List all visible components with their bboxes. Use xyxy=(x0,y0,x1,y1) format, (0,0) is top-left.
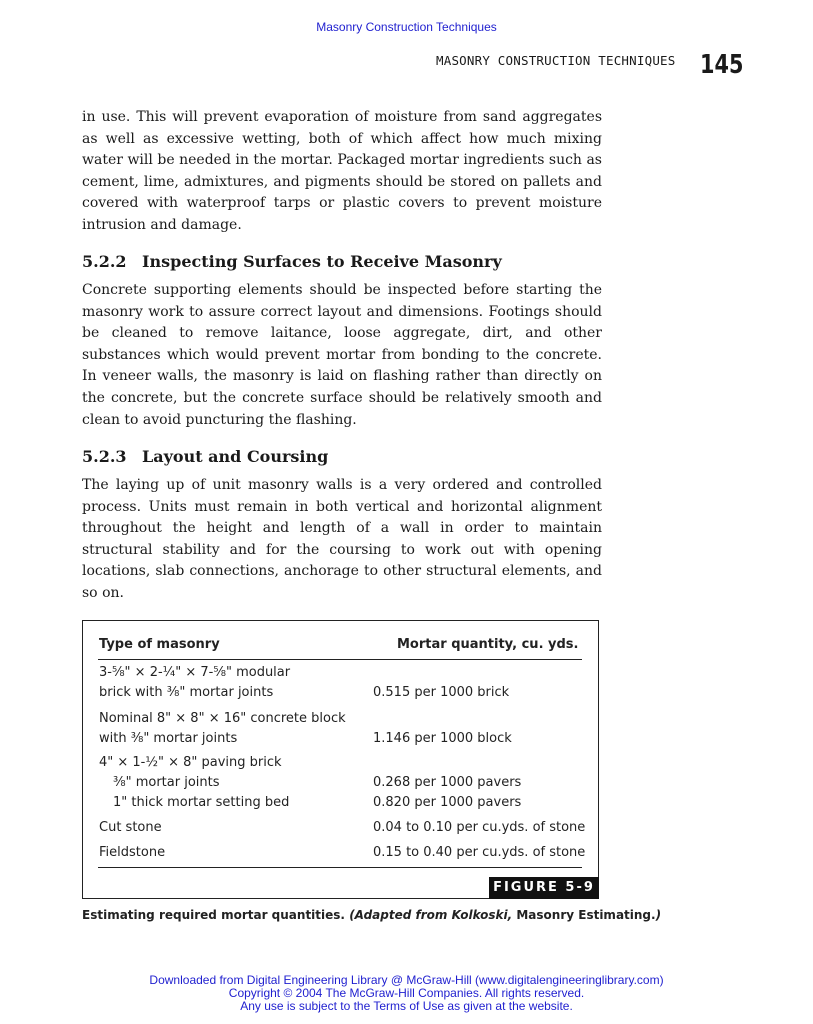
section-heading-layout xyxy=(82,447,328,466)
section-heading-inspecting xyxy=(82,252,502,271)
page-number: 145 xyxy=(700,50,744,80)
paragraph-intro: in use. This will prevent evaporation of moisture from sand aggregates as well as excessive wetting, both of which affect how much mixing water will be needed in the mortar. Packaged mortar ingredients such as cement, lime, admixtures, and pigments should be stored on pallets and covered with waterproof tarps or plastic covers to prevent moisture intrusion and damage. xyxy=(82,109,602,233)
paragraph-layout: The laying up of unit masonry walls is a very ordered and controlled process. Units must remain in both vertical and horizontal alignment throughout the height and length of a wall in order to maintain structural stability and for the coursing to work out with opening locations, slab connections, anchorage to other structural elements, and so on. xyxy=(82,477,602,601)
figure-mortar-table xyxy=(82,620,599,899)
column-header-type: Type of masonry xyxy=(99,637,220,652)
caption-source: (Adapted from Kolkoski, xyxy=(349,908,513,922)
table-rule-bottom xyxy=(98,867,582,868)
table-cell-type: Nominal 8" × 8" × 16" concrete block xyxy=(99,711,346,726)
section-title: Layout and Coursing xyxy=(142,447,329,466)
table-cell-quantity: 0.268 per 1000 pavers xyxy=(373,775,522,790)
caption-source-title: Masonry Estimating. xyxy=(516,908,656,922)
table-cell-type: with ⅜" mortar joints xyxy=(99,731,238,746)
section-number: 5.2.2 xyxy=(82,252,127,271)
table-cell-type: Fieldstone xyxy=(99,845,166,860)
figure-label: FIGURE 5-9 xyxy=(489,877,599,899)
section-number: 5.2.3 xyxy=(82,447,127,466)
table-cell-quantity: 0.04 to 0.10 per cu.yds. of stone xyxy=(373,820,586,835)
table-cell-type: 3-⅝" × 2-¼" × 7-⅝" modular xyxy=(99,665,291,680)
caption-main: Estimating required mortar quantities. xyxy=(82,908,345,922)
column-header-quantity: Mortar quantity, cu. yds. xyxy=(397,637,579,652)
table-cell-type: brick with ⅜" mortar joints xyxy=(99,685,274,700)
table-cell-quantity: 0.515 per 1000 brick xyxy=(373,685,510,700)
footer-terms: Any use is subject to the Terms of Use as given at the website. xyxy=(240,999,573,1013)
figure-caption xyxy=(82,908,661,922)
table-cell-type: Cut stone xyxy=(99,820,162,835)
table-cell-type: 1" thick mortar setting bed xyxy=(113,795,290,810)
table-cell-quantity: 0.15 to 0.40 per cu.yds. of stone xyxy=(373,845,586,860)
table-cell-quantity: 1.146 per 1000 block xyxy=(373,731,512,746)
table-rule-top xyxy=(98,659,582,660)
caption-close: ) xyxy=(655,908,662,922)
footer xyxy=(0,974,813,1013)
running-head: MASONRY CONSTRUCTION TECHNIQUES xyxy=(436,53,676,68)
paragraph-inspecting: Concrete supporting elements should be inspected before starting the masonry work to assure correct layout and dimensions. Footings should be cleaned to remove laitance, loose aggregate, dirt, and other substances which would prevent mortar from bonding to the concrete. In veneer walls, the masonry is laid on flashing rather than directly on the concrete, but the concrete surface should be relatively smooth and clean to avoid puncturing the flashing. xyxy=(82,282,602,428)
table-cell-quantity: 0.820 per 1000 pavers xyxy=(373,795,522,810)
footer-copyright: Copyright © 2004 The McGraw-Hill Companies. All rights reserved. xyxy=(228,986,585,1000)
section-title: Inspecting Surfaces to Receive Masonry xyxy=(142,252,502,271)
table-cell-type: 4" × 1-½" × 8" paving brick xyxy=(99,755,282,770)
footer-link[interactable]: Downloaded from Digital Engineering Library @ McGraw-Hill (www.digitalengineeringlibrary.com) xyxy=(149,973,664,987)
top-link[interactable]: Masonry Construction Techniques xyxy=(316,20,497,34)
table-cell-type: ⅜" mortar joints xyxy=(113,775,220,790)
